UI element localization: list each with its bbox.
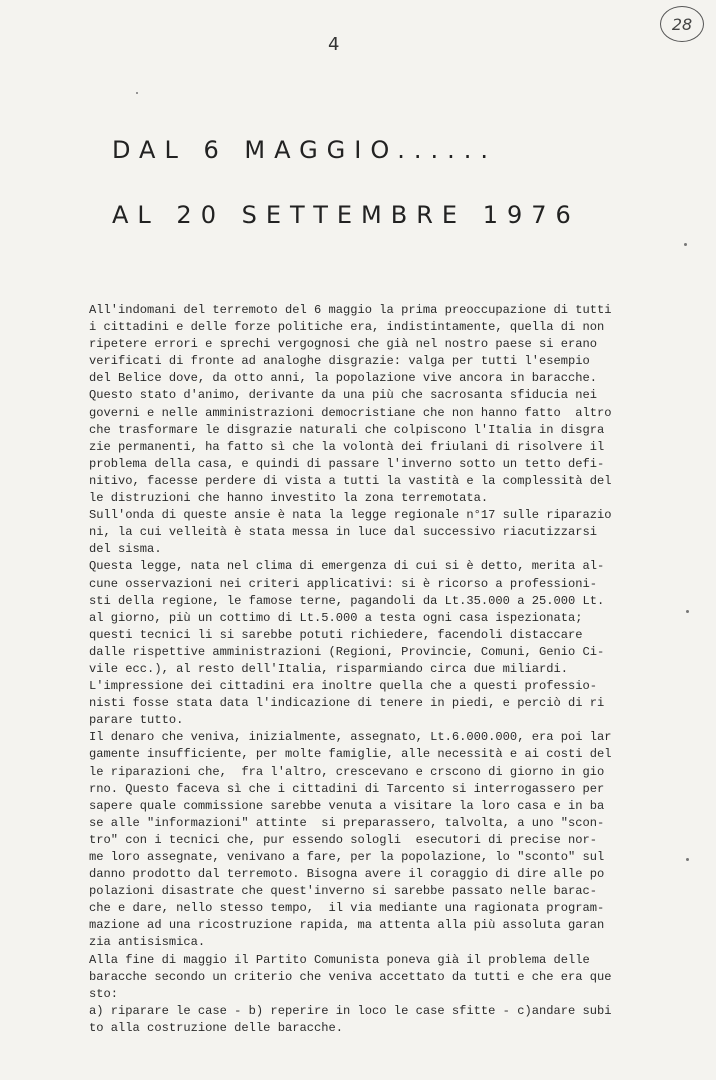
body-line: parare tutto. — [89, 713, 184, 728]
body-line: danno prodotto dal terremoto. Bisogna avere il coraggio di dire alle po — [89, 867, 605, 882]
body-line: le distruzioni che hanno investito la zona terremotata. — [89, 491, 489, 506]
body-line: nitivo, facesse perdere di vista a tutti la vastità e la complessità del — [89, 473, 612, 488]
page-number: 4 — [328, 34, 340, 55]
body-line: verificati di fronte ad analoghe disgrazie: valga per tutti l'esempio — [89, 354, 590, 369]
body-line: zie permanenti, ha fatto sì che la volontà dei friulani di risolvere il — [89, 439, 605, 454]
body-line: polazioni disastrate che quest'inverno si sarebbe passato nelle barac- — [89, 884, 598, 899]
body-line: rno. Questo faceva sì che i cittadini di Tarcento si interrogassero per — [89, 781, 605, 796]
body-line: zia antisismica. — [89, 935, 206, 950]
body-line: sapere quale commissione sarebbe venuta a visitare la loro casa e in ba — [89, 798, 605, 813]
body-line: mazione ad una ricostruzione rapida, ma attenta alla più assoluta garan — [89, 918, 605, 933]
body-line: dalle rispettive amministrazioni (Regioni, Provincie, Comuni, Genio Ci- — [89, 644, 605, 659]
body-line: le riparazioni che, fra l'altro, crescevano e crscono di giorno in gio — [89, 764, 605, 779]
body-line: i cittadini e delle forze politiche era, indistintamente, quella di non — [89, 320, 605, 335]
paper-speck — [686, 858, 689, 861]
body-line: All'indomani del terremoto del 6 maggio la prima preoccupazione di tutti — [89, 303, 612, 317]
body-line: sto: — [89, 986, 119, 1001]
body-line: baracche secondo un criterio che veniva accettato da tutti e che era que — [89, 969, 612, 984]
body-line: a) riparare le case - b) reperire in loco le case sfitte - c)andare subi — [89, 1003, 612, 1018]
body-line: governi e nelle amministrazioni democristiane che non hanno fatto altro — [89, 405, 612, 420]
body-line: gamente insufficiente, per molte famiglie, alle necessità e ai costi del — [89, 747, 612, 762]
body-line: me loro assegnate, venivano a fare, per la popolazione, lo "sconto" sul — [89, 850, 605, 864]
body-line: Questa legge, nata nel clima di emergenza di cui si è detto, merita al- — [89, 559, 605, 574]
archive-number: 28 — [660, 6, 704, 42]
body-line: sti della regione, le famose terne, pagandoli da Lt.35.000 a 25.000 Lt. — [89, 593, 605, 608]
body-line: al giorno, più un cottimo di Lt.5.000 a testa ogni casa ispezionata; — [89, 610, 583, 625]
body-line: del Belice dove, da otto anni, la popolazione vive ancora in baracche. — [89, 371, 598, 386]
body-line: nisti fosse stata data l'indicazione di tenere in piedi, e perciò di ri — [89, 696, 605, 711]
body-line: del sisma. — [89, 542, 162, 557]
paper-speck — [686, 610, 689, 613]
body-line: ni, la cui velleità è stata messa in luce dal successivo riacutizzarsi — [89, 525, 598, 540]
body-line: Questo stato d'animo, derivante da una più che sacrosanta sfiducia nei — [89, 388, 598, 403]
body-line: che trasformare le disgrazie naturali che colpiscono l'Italia in disgra — [89, 422, 605, 437]
body-line: se alle "informazioni" attinte si preparassero, talvolta, a uno "scon- — [89, 815, 605, 830]
body-line: Il denaro che veniva, inizialmente, assegnato, Lt.6.000.000, era poi lar — [89, 730, 612, 745]
body-line: che e dare, nello stesso tempo, il via mediante una ragionata program- — [89, 901, 605, 916]
heading-line-2: AL 20 SETTEMBRE 1976 — [112, 201, 580, 229]
body-line: ripetere errori e sprechi vergognosi che già nel nostro paese si erano — [89, 337, 598, 352]
body-line: vile ecc.), al resto dell'Italia, risparmiando circa due miliardi. — [89, 661, 568, 676]
body-line: questi tecnici li si sarebbe potuti richiedere, facendoli distaccare — [89, 627, 583, 642]
body-line: problema della casa, e quindi di passare l'inverno sotto un tetto defi- — [89, 456, 605, 471]
heading-line-1: DAL 6 MAGGIO...... — [112, 136, 498, 164]
paper-speck — [684, 243, 687, 246]
body-line: Sull'onda di queste ansie è nata la legge regionale n°17 sulle riparazio — [89, 508, 612, 523]
body-line: L'impressione dei cittadini era inoltre quella che a questi professio- — [89, 679, 598, 694]
paper-speck — [136, 92, 138, 94]
body-line: tro" con i tecnici che, pur essendo sologli esecutori di precise nor- — [89, 832, 598, 847]
body-line: to alla costruzione delle baracche. — [89, 1020, 344, 1035]
body-line: Alla fine di maggio il Partito Comunista poneva già il problema delle — [89, 952, 590, 967]
body-line: cune osservazioni nei criteri applicativi: si è ricorso a professioni- — [89, 576, 598, 591]
body-text — [89, 302, 689, 1037]
